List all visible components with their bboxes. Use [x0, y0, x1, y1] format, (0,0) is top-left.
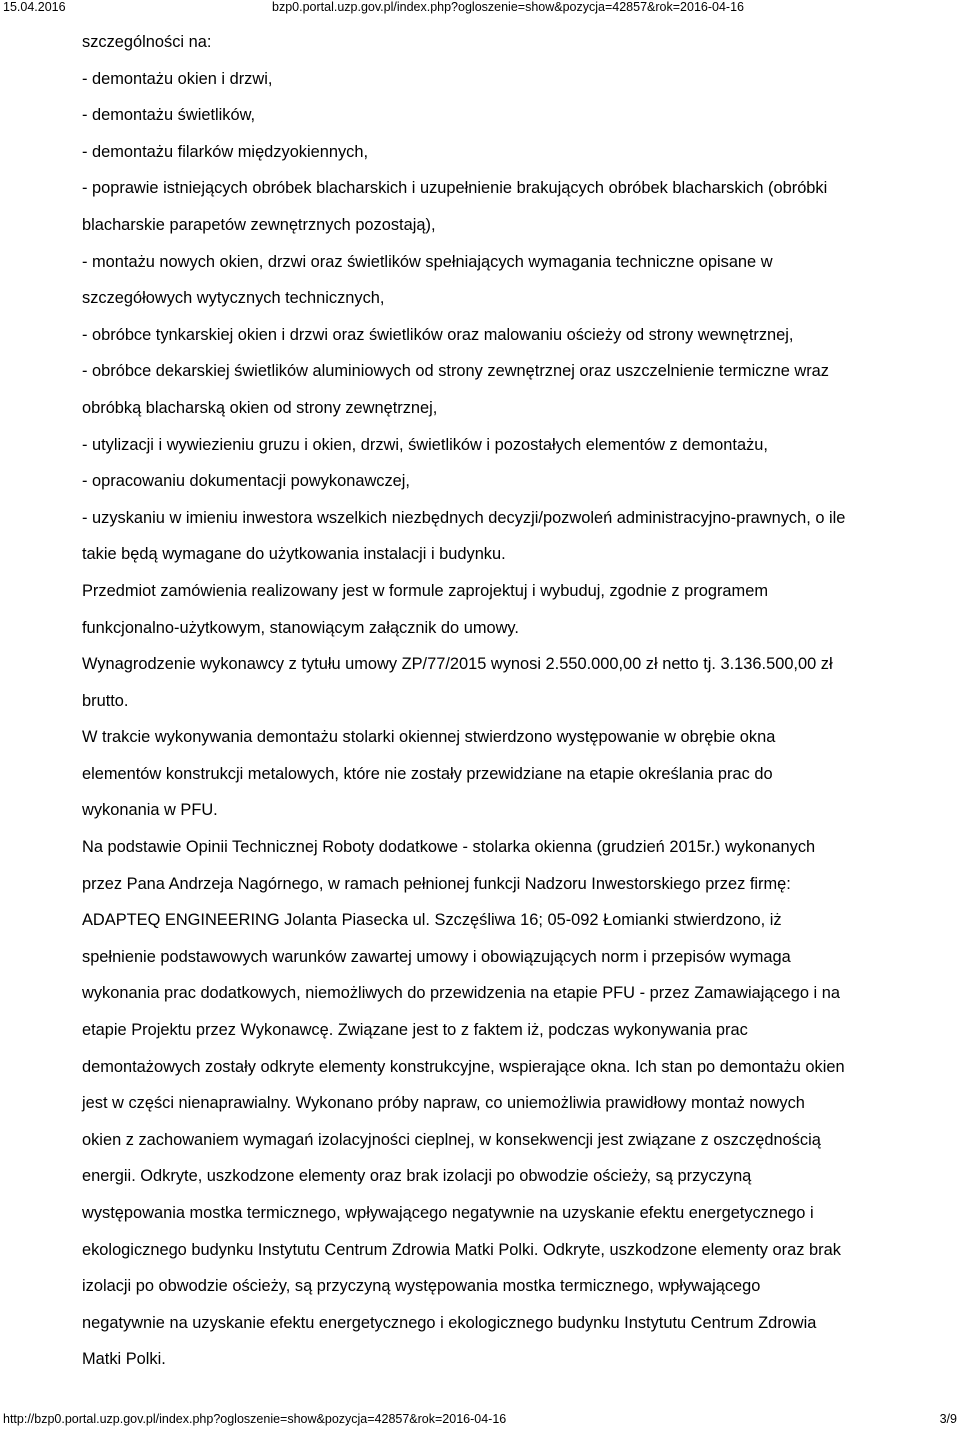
text-line: spełnienie podstawowych warunków zawartej umowy i obowiązujących norm i przepisów wymaga — [82, 947, 791, 966]
text-line: występowania mostka termicznego, wpływającego negatywnie na uzyskanie efektu energetycznego i — [82, 1204, 814, 1222]
footer-url: http://bzp0.portal.uzp.gov.pl/index.php?ogloszenie=show&pozycja=42857&rok=2016-04-16 — [3, 1412, 507, 1426]
text-line: energii. Odkryte, uszkodzone elementy oraz brak izolacji po obwodzie ościeży, są przyczyną — [82, 1167, 752, 1186]
text-line: szczegółowych wytycznych technicznych, — [82, 289, 385, 308]
text-line: Matki Polki. — [82, 1350, 166, 1369]
header-url: bzp0.portal.uzp.gov.pl/index.php?ogloszenie=show&pozycja=42857&rok=2016-04-16 — [272, 0, 744, 14]
text-line: izolacji po obwodzie ościeży, są przyczyną występowania mostka termicznego, wpływającego — [82, 1277, 761, 1296]
text-line: przez Pana Andrzeja Nagórnego, w ramach pełnionej funkcji Nadzoru Inwestorskiego przez firmę: — [82, 874, 791, 893]
page-number: 3/9 — [939, 1412, 957, 1426]
text-line: - utylizacji i wywiezieniu gruzu i okien, drzwi, świetlików i pozostałych elementów z demontażu, — [82, 435, 768, 454]
text-line: Przedmiot zamówienia realizowany jest w formule zaprojektuj i wybuduj, zgodnie z programem — [82, 581, 768, 600]
text-line: obróbką blacharską okien od strony zewnętrznej, — [82, 398, 438, 417]
text-line: - uzyskaniu w imieniu inwestora wszelkich niezbędnych decyzji/pozwoleń administracyjno-prawnych, o ile — [82, 508, 846, 527]
page-header — [0, 0, 960, 14]
text-line: demontażowych zostały odkryte elementy konstrukcyjne, wspierające okna. Ich stan po demontażu okien — [82, 1057, 845, 1076]
text-line: ekologicznego budynku Instytutu Centrum Zdrowia Matki Polki. Odkryte, uszkodzone elementy oraz brak — [82, 1240, 841, 1259]
text-line: negatywnie na uzyskanie efektu energetycznego i ekologicznego budynku Instytutu Centrum Zdrowia — [82, 1313, 817, 1332]
text-line: brutto. — [82, 691, 129, 710]
text-line: - demontażu świetlików, — [82, 106, 256, 125]
text-line: - demontażu filarków międzyokiennych, — [82, 142, 369, 161]
text-line: wykonania w PFU. — [82, 801, 218, 820]
text-line: - demontażu okien i drzwi, — [82, 69, 273, 88]
text-line: - montażu nowych okien, drzwi oraz świetlików spełniających wymagania techniczne opisane w — [82, 252, 773, 271]
text-line: etapie Projektu przez Wykonawcę. Związane jest to z faktem iż, podczas wykonywania prac — [82, 1021, 748, 1040]
document-body — [82, 24, 952, 1378]
text-line: W trakcie wykonywania demontażu stolarki okiennej stwierdzono występowanie w obrębie okna — [82, 728, 776, 747]
print-date: 15.04.2016 — [3, 0, 66, 14]
text-line: - opracowaniu dokumentacji powykonawczej, — [82, 472, 410, 491]
text-line: - obróbce dekarskiej świetlików aluminiowych od strony zewnętrznej oraz uszczelnienie termiczne wraz — [82, 362, 829, 381]
text-line: funkcjonalno-użytkowym, stanowiącym załącznik do umowy. — [82, 618, 519, 637]
text-line: Wynagrodzenie wykonawcy z tytułu umowy ZP/77/2015 wynosi 2.550.000,00 zł netto tj. 3.136.500,00 zł — [82, 655, 833, 674]
text-line: ADAPTEQ ENGINEERING Jolanta Piasecka ul. Szczęśliwa 16; 05-092 Łomianki stwierdzono, iż — [82, 911, 782, 930]
text-line: szczególności na: — [82, 33, 212, 51]
text-line: jest w części nienaprawialny. Wykonano próby napraw, co uniemożliwia prawidłowy montaż nowych — [82, 1094, 805, 1113]
page-footer — [0, 1411, 960, 1427]
text-line: takie będą wymagane do użytkowania instalacji i budynku. — [82, 545, 506, 564]
text-line: Na podstawie Opinii Technicznej Roboty dodatkowe - stolarka okienna (grudzień 2015r.) wykonanych — [82, 838, 816, 857]
text-line: wykonania prac dodatkowych, niemożliwych do przewidzenia na etapie PFU - przez Zamawiającego i na — [82, 984, 840, 1003]
text-line: elementów konstrukcji metalowych, które nie zostały przewidziane na etapie określania prac do — [82, 764, 773, 783]
text-line: blacharskie parapetów zewnętrznych pozostają), — [82, 215, 436, 234]
text-line: - obróbce tynkarskiej okien i drzwi oraz świetlików oraz malowaniu ościeży od strony wewnętrznej, — [82, 325, 794, 344]
text-line: - poprawie istniejących obróbek blacharskich i uzupełnienie brakujących obróbek blacharskich (obróbki — [82, 179, 828, 198]
text-line: okien z zachowaniem wymagań izolacyjności cieplnej, w konsekwencji jest związane z oszczędnością — [82, 1130, 821, 1149]
